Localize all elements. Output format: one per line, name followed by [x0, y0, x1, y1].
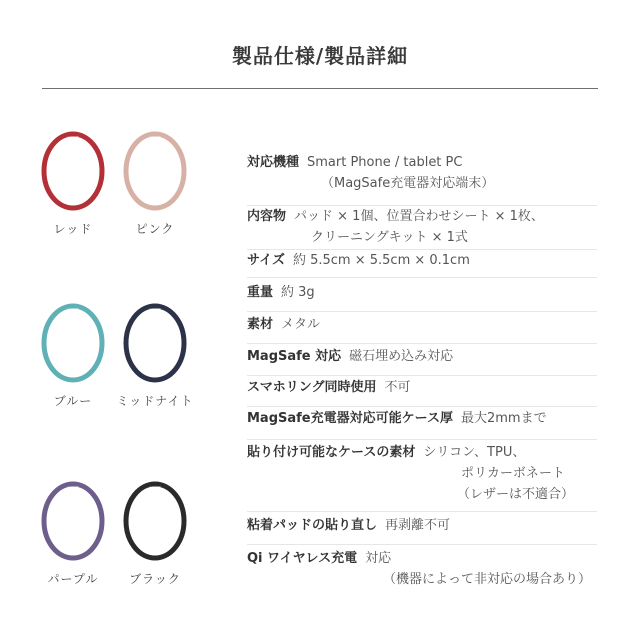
spec-key: 対応機種 — [247, 155, 300, 170]
spec-value: パッド × 1個、位置合わせシート × 1枚、 — [294, 209, 544, 224]
spec-value: シリコン、TPU、 — [423, 445, 526, 460]
ring-icon — [40, 130, 106, 212]
swatch-blue[interactable] — [28, 302, 118, 409]
spec-row-size — [247, 250, 597, 278]
spec-row-weight — [247, 282, 597, 312]
spec-key: 素材 — [247, 317, 274, 332]
spec-value: Smart Phone / tablet PC — [307, 155, 463, 170]
swatch-label: レッド — [53, 222, 93, 236]
swatch-purple[interactable] — [28, 480, 118, 587]
spec-row-ring — [247, 377, 597, 407]
spec-value: 約 5.5cm × 5.5cm × 0.1cm — [292, 253, 470, 268]
spec-value: 最大2mmまで — [460, 411, 547, 426]
svg-text:MOFT: MOFT — [149, 136, 161, 141]
ring-icon — [40, 302, 106, 384]
spec-key: サイズ — [247, 253, 285, 268]
spec-row-case-thickness — [247, 408, 597, 440]
ring-icon — [122, 302, 188, 384]
ring-icon — [40, 480, 106, 562]
swatch-label: パープル — [47, 572, 99, 586]
spec-key: MagSafe充電器対応可能ケース厚 — [247, 411, 453, 426]
svg-text:MOFT: MOFT — [67, 486, 79, 491]
spec-row-reattach — [247, 515, 597, 545]
spec-key: 粘着パッドの貼り直し — [247, 518, 378, 533]
spec-value: （機器によって非対応の場合あり） — [383, 572, 592, 587]
spec-value: （MagSafe充電器対応端末） — [321, 176, 495, 191]
spec-row-material — [247, 314, 597, 344]
svg-text:MOFT: MOFT — [67, 308, 79, 313]
spec-key: Qi ワイヤレス充電 — [247, 551, 358, 566]
spec-row-contents — [247, 206, 597, 250]
spec-key: 重量 — [247, 285, 274, 300]
spec-value: （レザーは不適合） — [457, 487, 575, 502]
spec-value: 磁石埋め込み対応 — [349, 349, 454, 364]
spec-value: 不可 — [384, 380, 411, 395]
swatch-label: ミッドナイト — [116, 394, 194, 408]
spec-value: 再剥離不可 — [385, 518, 451, 533]
ring-icon — [122, 480, 188, 562]
swatch-black[interactable] — [110, 480, 200, 587]
spec-row-case-material — [247, 442, 597, 512]
spec-row-model — [247, 152, 597, 206]
spec-key: 内容物 — [247, 209, 287, 224]
swatch-pink[interactable] — [110, 130, 200, 237]
spec-key: MagSafe 対応 — [247, 349, 342, 364]
spec-row-qi — [247, 548, 597, 596]
spec-value: メタル — [281, 317, 321, 332]
swatch-red[interactable] — [28, 130, 118, 237]
spec-key: スマホリング同時使用 — [247, 380, 377, 395]
spec-value: クリーニングキット × 1式 — [311, 230, 468, 245]
ring-icon — [122, 130, 188, 212]
svg-text:MOFT: MOFT — [149, 308, 161, 313]
swatch-label: ブラック — [129, 572, 181, 586]
spec-key: 貼り付け可能なケースの素材 — [247, 445, 416, 460]
swatch-label: ブルー — [53, 394, 93, 408]
color-swatches — [0, 0, 230, 640]
spec-value: ポリカーボネート — [461, 466, 565, 481]
swatch-midnight[interactable] — [110, 302, 200, 409]
svg-text:MOFT: MOFT — [149, 486, 161, 491]
spec-value: 約 3g — [281, 285, 315, 300]
page-title: 製品仕様/製品詳細 — [231, 44, 409, 68]
spec-row-magsafe — [247, 346, 597, 376]
svg-text:MOFT: MOFT — [67, 136, 79, 141]
swatch-label: ピンク — [135, 222, 175, 236]
spec-value: 対応 — [365, 551, 392, 566]
